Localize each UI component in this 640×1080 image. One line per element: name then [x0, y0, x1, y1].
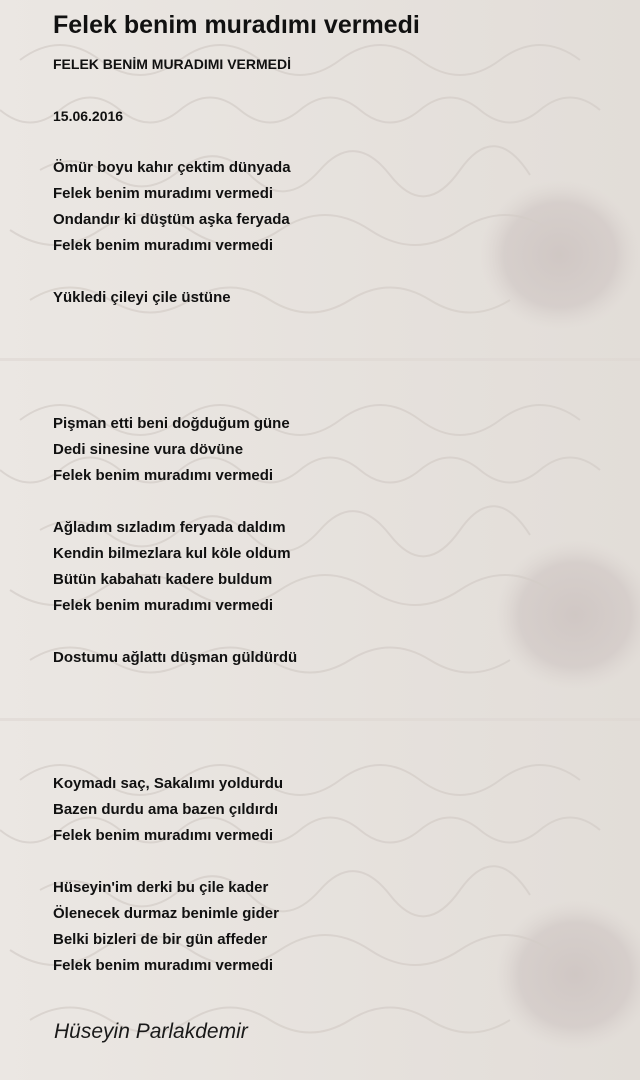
- poem-line: Felek benim muradımı vermedi: [53, 827, 274, 844]
- poem-title: Felek benim muradımı vermedi: [53, 11, 420, 39]
- poem-line: Felek benim muradımı vermedi: [53, 957, 274, 974]
- poem-line: Dostumu ağlattı düşman güldürdü: [53, 649, 298, 666]
- poem-date: 15.06.2016: [53, 108, 124, 124]
- poem-line: Bazen durdu ama bazen çıldırdı: [53, 801, 279, 818]
- poem-line: Felek benim muradımı vermedi: [53, 597, 274, 614]
- poem-line: Felek benim muradımı vermedi: [53, 237, 274, 254]
- poem-line: Pişman etti beni doğduğum güne: [53, 415, 290, 432]
- poem-subtitle: FELEK BENİM MURADIMI VERMEDİ: [53, 56, 291, 72]
- poem-line: Felek benim muradımı vermedi: [53, 185, 274, 202]
- poem-line: Koymadı saç, Sakalımı yoldurdu: [53, 775, 284, 792]
- poem-line: Yükledi çileyi çile üstüne: [53, 289, 231, 306]
- poem-line: Felek benim muradımı vermedi: [53, 467, 274, 484]
- poem-line: Dedi sinesine vura dövüne: [53, 441, 244, 458]
- poem-line: Bütün kabahatı kadere buldum: [53, 571, 273, 588]
- poem-line: Ömür boyu kahır çektim dünyada: [53, 159, 291, 176]
- poem-line: Kendin bilmezlara kul köle oldum: [53, 545, 291, 562]
- poem-line: Ağladım sızladım feryada daldım: [53, 519, 286, 536]
- poem-author: Hüseyin Parlakdemir: [54, 1020, 248, 1043]
- poem-line: Ondandır ki düştüm aşka feryada: [53, 211, 290, 228]
- poem-line: Hüseyin'im derki bu çile kader: [53, 879, 269, 896]
- poem-line: Ölenecek durmaz benimle gider: [53, 905, 279, 922]
- poem-line: Belki bizleri de bir gün affeder: [53, 931, 268, 948]
